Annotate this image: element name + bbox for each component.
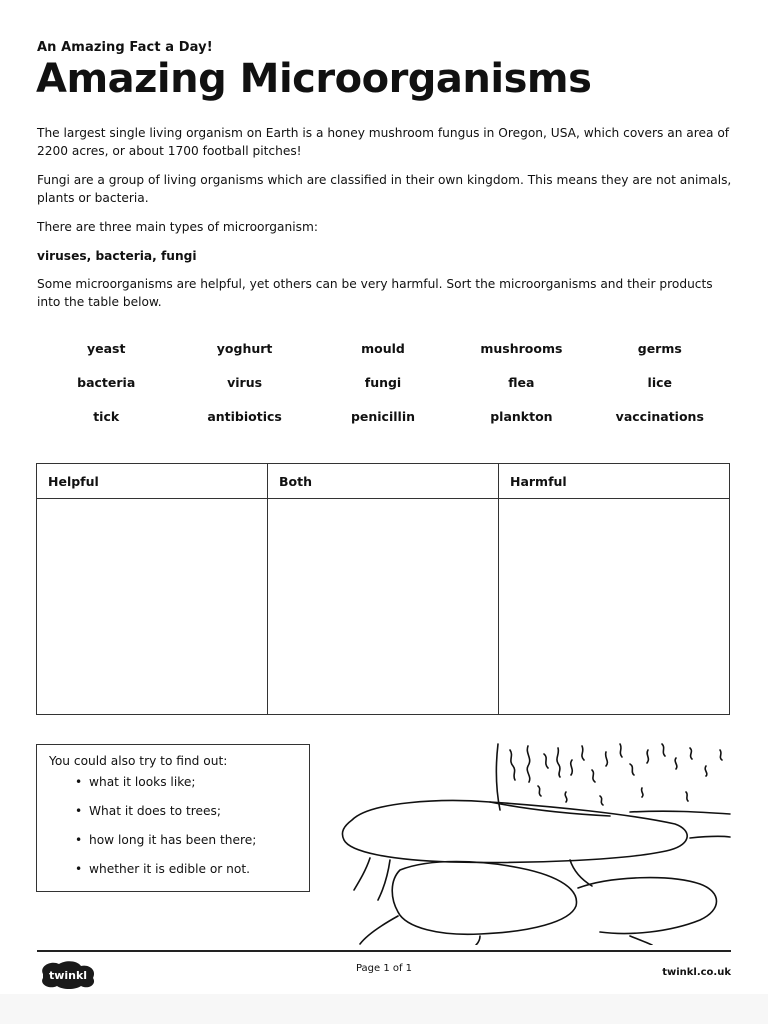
word-bank-item: vaccinations xyxy=(615,409,704,424)
sorting-table xyxy=(36,463,730,715)
list-item-text: What it does to trees; xyxy=(89,804,221,818)
word-bank-item: fungi xyxy=(364,375,402,390)
word-bank-item: tick xyxy=(93,409,120,424)
list-item-text: what it looks like; xyxy=(89,775,196,789)
paragraph-types-intro: There are three main types of microorganism: xyxy=(37,220,318,234)
bullet-icon: • xyxy=(75,804,83,818)
word-bank-item: penicillin xyxy=(350,409,416,424)
paragraph-fungi: Fungi are a group of living organisms which are classified in their own kingdom. This means they are not animals, plants or bacteria. xyxy=(37,173,732,205)
paragraph-fact: The largest single living organism on Earth is a honey mushroom fungus in Oregon, USA, which covers an area of 2200 acres, or about 1700 football pitches! xyxy=(37,126,730,158)
word-bank-item: bacteria xyxy=(77,375,136,390)
paragraph-instructions: Some microorganisms are helpful, yet others can be very harmful. Sort the microorganisms and their products into the table below. xyxy=(37,277,713,309)
word-bank-item: yoghurt xyxy=(216,341,273,356)
word-bank-item: virus xyxy=(227,375,263,390)
word-bank-item: antibiotics xyxy=(207,409,282,424)
table-header-both: Both xyxy=(268,464,499,499)
bottom-margin xyxy=(0,994,768,1024)
table-cell-both[interactable] xyxy=(268,499,499,714)
list-item-text: whether it is edible or not. xyxy=(89,862,251,876)
list-item xyxy=(75,832,297,861)
find-out-box xyxy=(36,744,310,892)
table-cell-harmful[interactable] xyxy=(499,499,729,714)
find-out-list xyxy=(49,774,297,890)
table-cell-helpful[interactable] xyxy=(37,499,268,714)
table-header-helpful: Helpful xyxy=(37,464,268,499)
word-bank-item: germs xyxy=(637,341,682,356)
series-kicker: An Amazing Fact a Day! xyxy=(37,40,213,55)
word-bank-item: mould xyxy=(361,341,405,356)
find-out-intro: You could also try to find out: xyxy=(49,754,228,768)
list-item xyxy=(75,774,297,803)
footer-divider xyxy=(37,950,731,952)
list-item xyxy=(75,803,297,832)
paragraph-types-list: viruses, bacteria, fungi xyxy=(37,249,197,263)
list-item xyxy=(75,861,297,890)
bullet-icon: • xyxy=(75,862,83,876)
word-bank-item: yeast xyxy=(86,341,126,356)
bullet-icon: • xyxy=(75,833,83,847)
word-bank xyxy=(37,340,729,426)
mushroom-fungus-illustration xyxy=(330,740,734,945)
list-item-text: how long it has been there; xyxy=(89,833,257,847)
logo-text: twinkl xyxy=(48,969,88,982)
word-bank-item: lice xyxy=(647,375,673,390)
page-number: Page 1 of 1 xyxy=(355,963,413,974)
site-link[interactable]: twinkl.co.uk xyxy=(662,967,731,978)
table-header-harmful: Harmful xyxy=(499,464,729,499)
page-title: Amazing Microorganisms xyxy=(36,56,592,102)
word-bank-item: flea xyxy=(508,375,535,390)
word-bank-item: plankton xyxy=(490,409,553,424)
bullet-icon: • xyxy=(75,775,83,789)
word-bank-item: mushrooms xyxy=(480,341,563,356)
